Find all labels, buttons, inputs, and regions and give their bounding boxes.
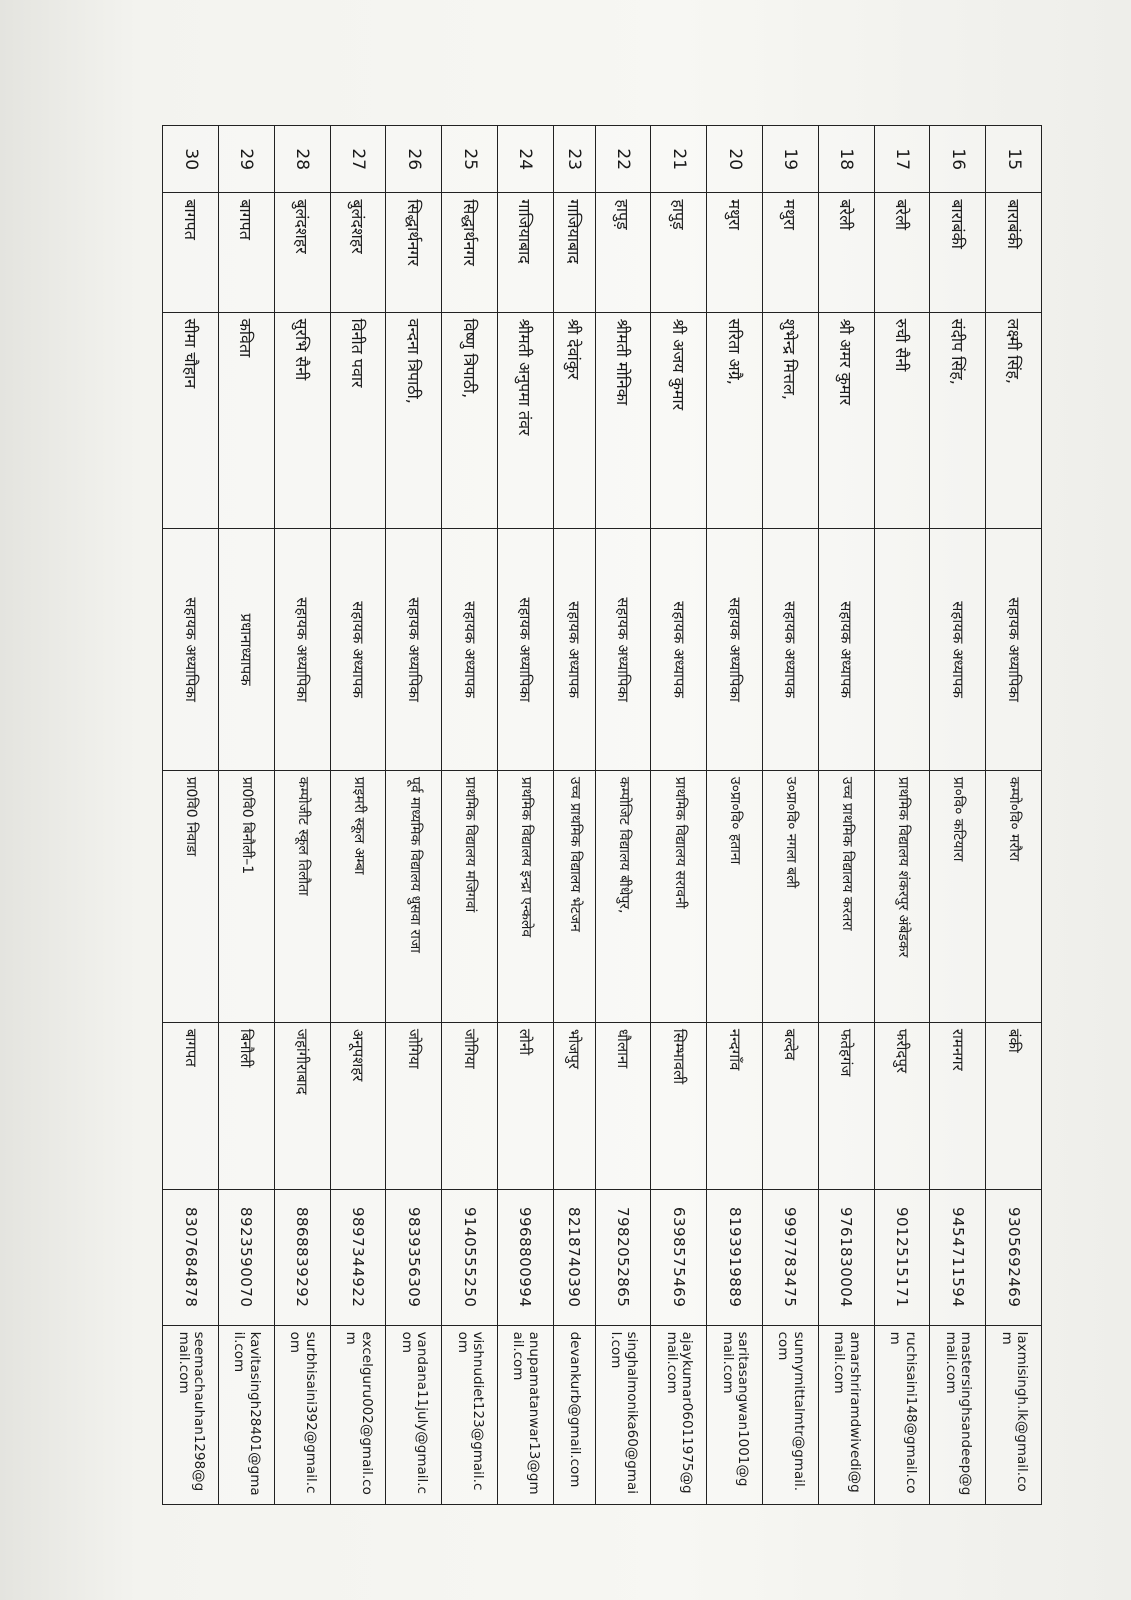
teacher-name: श्रीमती मोनिका — [595, 312, 651, 529]
designation: सहायक अध्यापक — [330, 529, 386, 771]
serial-number: 29 — [219, 126, 275, 193]
table-row — [553, 126, 595, 1505]
email-address: laxmisingh.lk@gmail.com — [986, 1325, 1042, 1504]
district-name: हापुड़ — [595, 193, 651, 312]
email-address: kavitasingh28401@gmail.com — [219, 1325, 275, 1504]
serial-number: 16 — [930, 126, 986, 193]
designation — [874, 529, 930, 771]
teacher-name: शुभेन्द्र मित्तल, — [763, 312, 819, 529]
serial-number: 24 — [498, 126, 554, 193]
teacher-name: सरिता अग्रै, — [707, 312, 763, 529]
designation: सहायक अध्यापक — [442, 529, 498, 771]
designation: सहायक अध्यापिका — [386, 529, 442, 771]
school-name: प्राथमिक विद्यालय शंकरपुर अंबेडकर — [874, 770, 930, 1022]
serial-number: 22 — [595, 126, 651, 193]
phone-number: 9305692469 — [986, 1189, 1042, 1325]
serial-number: 26 — [386, 126, 442, 193]
serial-number: 21 — [651, 126, 707, 193]
serial-number: 30 — [163, 126, 219, 193]
table-row — [442, 126, 498, 1505]
school-name: कम्पोजिट विद्यालय बीधेपुर, — [595, 770, 651, 1022]
phone-number: 8923590070 — [219, 1189, 275, 1325]
school-name: कम्पो०वि० मरौरा — [986, 770, 1042, 1022]
school-name: प्राथमिक विद्यालय मजिगवां — [442, 770, 498, 1022]
email-address: anupamatanwar13@gmail.com — [498, 1325, 554, 1504]
designation: सहायक अध्यापक — [763, 529, 819, 771]
table-row — [330, 126, 386, 1505]
teacher-name: श्री देवांकुर — [553, 312, 595, 529]
phone-number: 9012515171 — [874, 1189, 930, 1325]
table-row — [219, 126, 275, 1505]
table-row — [163, 126, 219, 1505]
block-name: बल्देव — [763, 1022, 819, 1189]
teacher-name: सीमा चौहान — [163, 312, 219, 529]
table-row — [986, 126, 1042, 1505]
phone-number: 9997783475 — [763, 1189, 819, 1325]
teacher-register-table — [162, 125, 1042, 1505]
phone-number: 7982052865 — [595, 1189, 651, 1325]
block-name: जहांगीराबाद — [274, 1022, 330, 1189]
phone-number: 9839356309 — [386, 1189, 442, 1325]
teacher-name: श्रीमती अनुपमा तंवर — [498, 312, 554, 529]
table-rotation — [162, 125, 1042, 1505]
phone-number: 8193919889 — [707, 1189, 763, 1325]
teacher-name: विष्णु त्रिपाठी, — [442, 312, 498, 529]
district-name: बाराबंकी — [930, 193, 986, 312]
school-name: प्रा0वि0 निवाडा — [163, 770, 219, 1022]
district-name: बरेली — [818, 193, 874, 312]
phone-number: 9897344922 — [330, 1189, 386, 1325]
district-name: सिद्धार्थनगर — [442, 193, 498, 312]
email-address: excelguru002@gmail.com — [330, 1325, 386, 1504]
designation: सहायक अध्यापक — [553, 529, 595, 771]
teacher-name: श्री अमर कुमार — [818, 312, 874, 529]
district-name: बाराबंकी — [986, 193, 1042, 312]
teacher-name: श्री अजय कुमार — [651, 312, 707, 529]
serial-number: 17 — [874, 126, 930, 193]
table-row — [498, 126, 554, 1505]
block-name: बागपत — [163, 1022, 219, 1189]
block-name: बिनौली — [219, 1022, 275, 1189]
district-name: हापुड़ — [651, 193, 707, 312]
designation: सहायक अध्यापिका — [498, 529, 554, 771]
email-address: ruchisaini148@gmail.com — [874, 1325, 930, 1504]
serial-number: 15 — [986, 126, 1042, 193]
teacher-name: संदीप सिंह, — [930, 312, 986, 529]
table-row — [386, 126, 442, 1505]
school-name: कम्पोजीट स्कूल तिलौता — [274, 770, 330, 1022]
teacher-name: कविता — [219, 312, 275, 529]
email-address: vandana11july@gmail.com — [386, 1325, 442, 1504]
serial-number: 18 — [818, 126, 874, 193]
district-name: बुलंदशहर — [274, 193, 330, 312]
block-name: धौलाना — [595, 1022, 651, 1189]
table-row — [763, 126, 819, 1505]
email-address: ajaykumar06011975@gmail.com — [651, 1325, 707, 1504]
block-name: जोगिया — [442, 1022, 498, 1189]
school-name: उ०प्रा०वि० हताना — [707, 770, 763, 1022]
phone-number: 9454711594 — [930, 1189, 986, 1325]
table-row — [274, 126, 330, 1505]
block-name: लोनी — [498, 1022, 554, 1189]
school-name: प्रा0वि0 बिनौली–1 — [219, 770, 275, 1022]
designation: सहायक अध्यापिका — [163, 529, 219, 771]
school-name: उच्च प्राथमिक विद्यालय करतरा — [818, 770, 874, 1022]
teacher-name: लक्ष्मी सिंह, — [986, 312, 1042, 529]
table-row — [818, 126, 874, 1505]
email-address: saritasangwan1001@gmail.com — [707, 1325, 763, 1504]
email-address: singhalmonika60@gmail.com — [595, 1325, 651, 1504]
designation: सहायक अध्यापिका — [986, 529, 1042, 771]
district-name: मथुरा — [763, 193, 819, 312]
district-name: सिद्धार्थनगर — [386, 193, 442, 312]
email-address: seemachauhan1298@gmail.com — [163, 1325, 219, 1504]
rotated-table-container — [162, 125, 1042, 1505]
block-name: बंकी — [986, 1022, 1042, 1189]
school-name: प्रा०वि० कटियारा — [930, 770, 986, 1022]
district-name: बरेली — [874, 193, 930, 312]
email-address: devankurb@gmail.com — [553, 1325, 595, 1504]
phone-number: 8868839292 — [274, 1189, 330, 1325]
table-row — [874, 126, 930, 1505]
table-body — [163, 126, 1042, 1505]
designation: सहायक अध्यापक — [651, 529, 707, 771]
phone-number: 8307684878 — [163, 1189, 219, 1325]
serial-number: 20 — [707, 126, 763, 193]
block-name: जोगिया — [386, 1022, 442, 1189]
school-name: प्राथमिक विद्यालय सरावनी — [651, 770, 707, 1022]
designation: सहायक अध्यापक — [818, 529, 874, 771]
phone-number: 9968800994 — [498, 1189, 554, 1325]
email-address: vishnudiet123@gmail.com — [442, 1325, 498, 1504]
teacher-name: रुची सैनी — [874, 312, 930, 529]
district-name: बुलंदशहर — [330, 193, 386, 312]
serial-number: 25 — [442, 126, 498, 193]
school-name: पूर्व माध्यमिक विद्यालय धुसवा राजा — [386, 770, 442, 1022]
district-name: गाजियाबाद — [498, 193, 554, 312]
block-name: सिम्भावली — [651, 1022, 707, 1189]
designation: सहायक अध्यापिका — [707, 529, 763, 771]
district-name: बागपत — [219, 193, 275, 312]
designation: सहायक अध्यापक — [930, 529, 986, 771]
school-name: प्राइमरी स्कूल अम्बा — [330, 770, 386, 1022]
email-address: mastersinghsandeep@gmail.com — [930, 1325, 986, 1504]
email-address: surbhisaini392@gmail.com — [274, 1325, 330, 1504]
designation: प्रधानाध्यापक — [219, 529, 275, 771]
block-name: अनूपशहर — [330, 1022, 386, 1189]
district-name: बागपत — [163, 193, 219, 312]
phone-number: 6398575469 — [651, 1189, 707, 1325]
phone-number: 9761830004 — [818, 1189, 874, 1325]
serial-number: 23 — [553, 126, 595, 193]
school-name: उ०प्रा०वि० नगला बली — [763, 770, 819, 1022]
table-row — [651, 126, 707, 1505]
block-name: रामनगर — [930, 1022, 986, 1189]
teacher-name: वन्दना त्रिपाठी, — [386, 312, 442, 529]
phone-number: 8218740390 — [553, 1189, 595, 1325]
school-name: उच्च प्राथमिक विद्यालय भेटजन — [553, 770, 595, 1022]
email-address: sunnymittalmtr@gmail.com — [763, 1325, 819, 1504]
designation: सहायक अध्यापिका — [595, 529, 651, 771]
block-name: भोजपुर — [553, 1022, 595, 1189]
designation: सहायक अध्यापिका — [274, 529, 330, 771]
serial-number: 27 — [330, 126, 386, 193]
district-name: गाजियाबाद — [553, 193, 595, 312]
teacher-name: सुरभि सैनी — [274, 312, 330, 529]
table-row — [595, 126, 651, 1505]
teacher-name: विनीत पवार — [330, 312, 386, 529]
email-address: amarshriramdwivedi@gmail.com — [818, 1325, 874, 1504]
block-name: फरीदपुर — [874, 1022, 930, 1189]
school-name: प्राथमिक विद्यालय इन्द्रा एन्कलेव — [498, 770, 554, 1022]
district-name: मथुरा — [707, 193, 763, 312]
serial-number: 19 — [763, 126, 819, 193]
table-row — [707, 126, 763, 1505]
block-name: नन्दगाँव — [707, 1022, 763, 1189]
phone-number: 9140555250 — [442, 1189, 498, 1325]
serial-number: 28 — [274, 126, 330, 193]
block-name: फतेहगंज — [818, 1022, 874, 1189]
table-row — [930, 126, 986, 1505]
